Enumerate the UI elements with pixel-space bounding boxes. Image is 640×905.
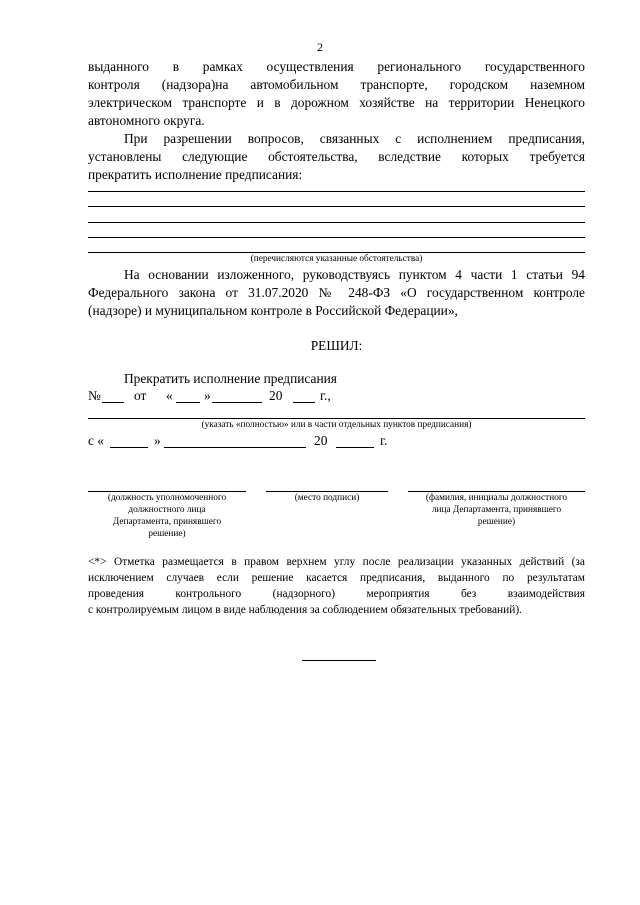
text-line: (надзоре) и муниципальном контроле в Российской Федерации»,: [88, 303, 458, 318]
quote-close: »: [204, 388, 211, 403]
caption-line: (фамилия, инициалы должностного: [425, 493, 568, 503]
blank-line: [88, 191, 585, 192]
text-line: автономного округа.: [88, 113, 205, 128]
text-line: На основании изложенного, руководствуясь пунктом 4 части 1 статьи 94: [124, 267, 585, 282]
place-caption: [266, 492, 388, 504]
text-line: выданного в рамках осуществления регионального государственного: [88, 59, 585, 74]
blank-line: [88, 206, 585, 207]
position-caption: [88, 492, 246, 540]
number-blank: [102, 402, 124, 403]
text-line: электрическом транспорте и в дорожном хозяйстве на территории Ненецкого: [88, 95, 585, 110]
caption-line: решение): [148, 529, 186, 539]
paragraph-circumstances: [88, 130, 585, 184]
text-line: При разрешении вопросов, связанных с исполнением предписания,: [124, 131, 585, 146]
day-blank: [176, 402, 200, 403]
text-line: исключением случаев если решение касается предписания, выданного по результатам: [88, 572, 585, 584]
year-suffix: г.: [380, 433, 388, 448]
month-blank: [212, 402, 262, 403]
footnote: [88, 554, 585, 618]
from-label: с «: [88, 433, 104, 448]
year-blank: [336, 447, 374, 448]
day-blank: [110, 447, 148, 448]
quote-open: «: [166, 388, 173, 403]
text-line: установлены следующие обстоятельства, вследствие которых требуется: [88, 149, 585, 164]
text-line: прекратить исполнение предписания:: [88, 167, 303, 182]
caption-line: Департамента, принявшего: [112, 517, 222, 527]
caption-line: (место подписи): [294, 493, 360, 503]
caption-line: (должность уполномоченного: [107, 493, 227, 503]
from-label: от: [134, 388, 147, 403]
scope-caption: (указать «полностью» или в части отдельных пунктов предписания): [201, 420, 472, 430]
text-line: проведения контрольного (надзорного) мероприятия без взаимодействия: [88, 588, 585, 600]
year-prefix: 20: [314, 433, 328, 448]
blank-line: [88, 222, 585, 223]
number-label: №: [88, 388, 101, 403]
text-line: контроля (надзора)на автомобильном транспорте, городском наземном: [88, 77, 585, 92]
circumstances-caption: (перечисляются указанные обстоятельства): [250, 254, 423, 264]
caption-line: должностного лица: [128, 505, 206, 515]
text-line: с контролируемым лицом в виде наблюдения за соблюдением обязательных требований).: [88, 604, 522, 616]
decision-heading: РЕШИЛ:: [310, 338, 363, 353]
terminate-line: Прекратить исполнение предписания: [124, 371, 337, 386]
blank-line: [88, 237, 585, 238]
page-number: 2: [317, 40, 323, 54]
caption-line: решение): [477, 517, 516, 527]
name-caption: [408, 492, 585, 528]
end-rule: [302, 660, 376, 661]
text-line: <*> Отметка размещается в правом верхнем углу после реализации указанных действий (за: [88, 556, 585, 568]
year-blank: [293, 402, 315, 403]
month-blank: [164, 447, 306, 448]
text-line: Федерального закона от 31.07.2020 № 248-ФЗ «О государственном контроле: [88, 285, 585, 300]
paragraph-legal-basis: [88, 266, 585, 320]
year-prefix: 20: [269, 388, 283, 403]
effective-date-line: [88, 432, 418, 452]
quote-close: »: [154, 433, 161, 448]
paragraph-continuation: [88, 58, 585, 130]
caption-line: лица Департамента, принявшего: [431, 505, 562, 515]
year-suffix: г.,: [320, 388, 331, 403]
prescription-number-line: [88, 387, 418, 407]
